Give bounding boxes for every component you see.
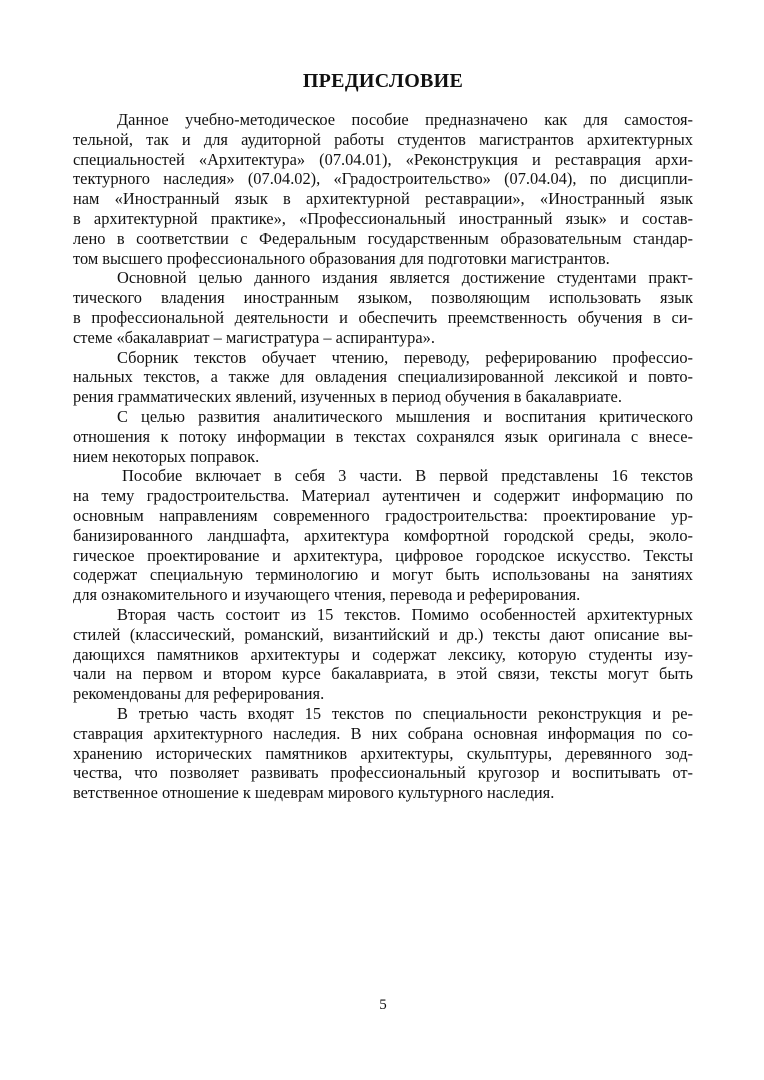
text-line: тельной, так и для аудиторной работы студентов магистрантов архитектурных	[73, 129, 693, 149]
paragraph	[73, 704, 693, 803]
paragraph	[73, 407, 693, 466]
text-line: лено в соответствии с Федеральным государственным образовательным стандар-	[73, 228, 693, 248]
paragraph	[73, 348, 693, 407]
text-line: основным направлениям современного градостроительства: проектирование ур-	[73, 505, 693, 525]
text-line: хранению исторических памятников архитектуры, скульптуры, деревянного зод-	[73, 743, 693, 763]
paragraph	[73, 110, 693, 268]
document-page	[73, 0, 693, 1080]
text-line: В третью часть входят 15 текстов по специальности реконструкция и ре-	[117, 703, 693, 723]
text-line: содержат специальную терминологию и могут быть использованы на занятиях	[73, 565, 693, 585]
paragraph	[73, 466, 693, 605]
text-line: рекомендованы для реферирования.	[73, 684, 325, 704]
text-line: чества, что позволяет развивать профессиональный кругозор и воспитывать от-	[73, 763, 693, 783]
text-line: в профессиональной деятельности и обеспечить преемственность обучения в си-	[73, 307, 693, 327]
page-title: ПРЕДИСЛОВИЕ	[302, 70, 464, 92]
text-line: Сборник текстов обучает чтению, переводу, реферированию профессио-	[117, 347, 693, 367]
text-line: том высшего профессионального образования для подготовки магистрантов.	[73, 248, 610, 268]
page-number: 5	[379, 997, 387, 1013]
text-line: тического владения иностранным языком, позволяющим использовать язык	[73, 288, 693, 308]
text-line: чали на первом и втором курсе бакалавриата, в этой связи, тексты могут быть	[73, 664, 693, 684]
text-line: Вторая часть состоит из 15 текстов. Помимо особенностей архитектурных	[117, 604, 693, 624]
text-line: на тему градостроительства. Материал аутентичен и содержит информацию по	[73, 486, 693, 506]
text-line: стилей (классический, романский, византийский и др.) тексты дают описание вы-	[73, 624, 693, 644]
text-line: Основной целью данного издания является достижение студентами практ-	[117, 268, 693, 288]
text-line: банизированного ландшафта, архитектура комфортной городской среды, эколо-	[73, 525, 693, 545]
text-line: Данное учебно-методическое пособие предназначено как для самостоя-	[117, 110, 693, 129]
paragraph	[73, 605, 693, 704]
text-line: специальностей «Архитектура» (07.04.01), «Реконструкция и реставрация архи-	[73, 149, 693, 169]
text-line: тектурного наследия» (07.04.02), «Градостроительство» (07.04.04), по дисципли-	[73, 169, 693, 189]
text-line: ветственное отношение к шедеврам мирового культурного наследия.	[73, 783, 555, 803]
text-line: стеме «бакалавриат – магистратура – аспирантура».	[73, 327, 435, 347]
text-line: нальных текстов, а также для овладения специализированной лексикой и повто-	[73, 367, 693, 387]
text-line: нием некоторых поправок.	[73, 446, 260, 466]
text-line: ставрация архитектурного наследия. В них собрана основная информация по со-	[73, 723, 693, 743]
text-line: Пособие включает в себя 3 части. В первой представлены 16 текстов	[122, 466, 693, 486]
paragraph	[73, 268, 693, 347]
text-line: С целью развития аналитического мышления и воспитания критического	[117, 406, 693, 426]
text-line: нам «Иностранный язык в архитектурной реставрации», «Иностранный язык	[73, 189, 693, 209]
text-line: рения грамматических явлений, изученных в период обучения в бакалавриате.	[73, 387, 622, 407]
text-line: дающихся памятников архитектуры и содержат лексику, которую студенты изу-	[73, 644, 693, 664]
text-line: отношения к потоку информации в текстах сохранялся язык оригинала с внесе-	[73, 426, 693, 446]
body-text	[73, 110, 693, 803]
text-line: в архитектурной практике», «Профессиональный иностранный язык» и состав-	[73, 208, 693, 228]
text-line: для ознакомительного и изучающего чтения, перевода и реферирования.	[73, 585, 581, 605]
text-line: гическое проектирование и архитектура, цифровое городское искусство. Тексты	[73, 545, 693, 565]
